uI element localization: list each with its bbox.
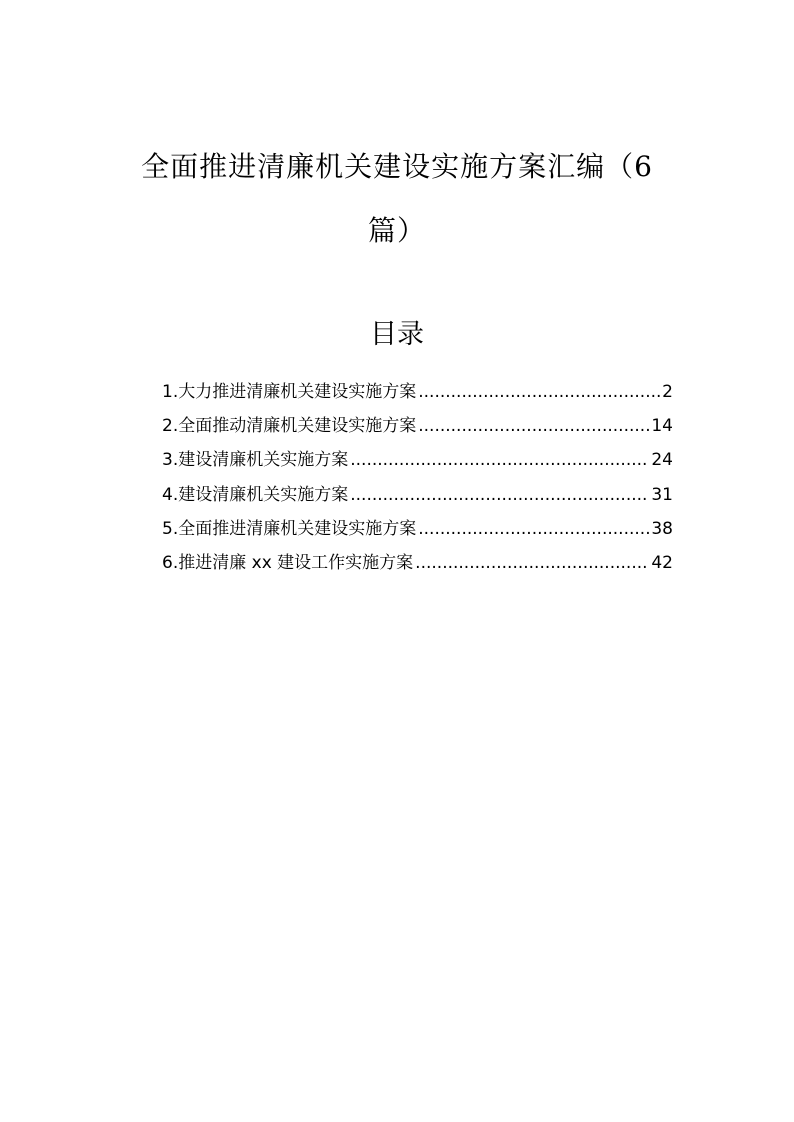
toc-entry-page: 24 — [651, 450, 673, 471]
toc-dot-leader — [350, 478, 649, 512]
toc-entry-page: 31 — [651, 484, 673, 505]
toc-dot-leader — [350, 443, 649, 477]
toc-entry-2[interactable] — [162, 409, 673, 443]
toc-entry-title: 建设清廉机关实施方案 — [178, 484, 349, 505]
toc-entry-3[interactable] — [162, 443, 673, 477]
toc-entry-1[interactable] — [162, 375, 673, 409]
toc-entry-page: 42 — [651, 552, 673, 573]
toc-entry-number: 6. — [162, 552, 179, 573]
document-title — [100, 135, 694, 263]
toc-heading: 目录 — [370, 319, 424, 350]
toc-entry-page: 2 — [662, 382, 673, 402]
toc-entry-6[interactable] — [162, 546, 673, 580]
toc-dot-leader — [418, 409, 649, 443]
toc-entry-number: 1. — [162, 382, 179, 402]
toc-entry-page: 14 — [651, 416, 673, 437]
toc-entry-number: 2. — [162, 416, 179, 437]
toc-entry-page: 38 — [651, 518, 673, 539]
document-title-line-2: 篇） — [367, 214, 426, 247]
toc-entry-title: 推进清廉 xx 建设工作实施方案 — [178, 552, 414, 573]
toc-dot-leader — [418, 375, 660, 409]
toc-entry-title: 全面推动清廉机关建设实施方案 — [178, 416, 417, 437]
toc-entry-title: 全面推进清廉机关建设实施方案 — [178, 518, 417, 539]
toc-entry-title: 建设清廉机关实施方案 — [178, 450, 349, 471]
table-of-contents — [162, 375, 673, 580]
toc-entry-4[interactable] — [162, 478, 673, 512]
toc-dot-leader — [415, 546, 649, 580]
toc-entry-number: 4. — [162, 484, 179, 505]
toc-entry-5[interactable] — [162, 512, 673, 546]
toc-entry-number: 3. — [162, 450, 179, 471]
toc-entry-title: 大力推进清廉机关建设实施方案 — [178, 382, 417, 402]
document-title-line-1: 全面推进清廉机关建设实施方案汇编（6 — [141, 150, 653, 183]
toc-entry-number: 5. — [162, 518, 179, 539]
toc-dot-leader — [418, 512, 649, 546]
